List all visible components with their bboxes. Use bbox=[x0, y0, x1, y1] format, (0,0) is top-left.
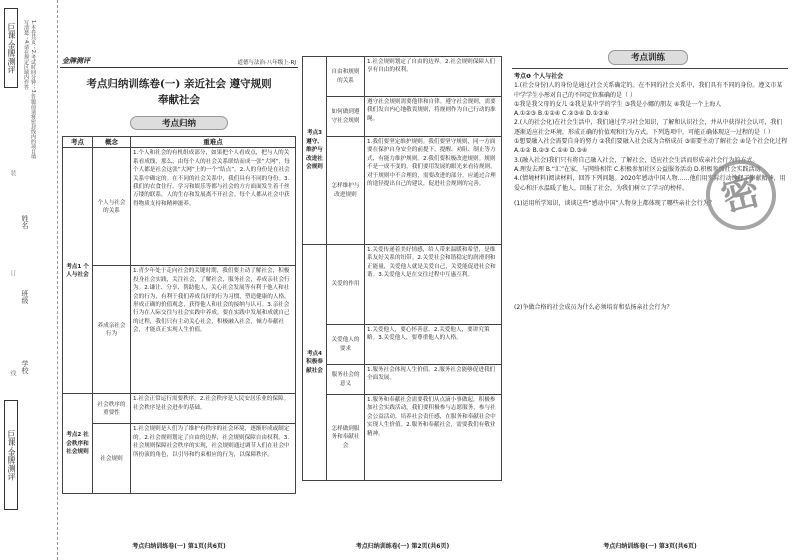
question-4: 4.(情境材料)阅读材料，回答下列问题。2020年感动中国人物……他们用实际行动诠释了奉献精神，用爱心和汗水温暖了他人，回报了社会，为我们树立了学习的榜样。 bbox=[514, 175, 786, 192]
concept-cell: 社会规则 bbox=[93, 424, 131, 494]
table-row bbox=[303, 365, 502, 395]
table-row bbox=[303, 137, 502, 245]
seal-word-3: 线 bbox=[9, 370, 16, 376]
concept-cell: 怎样做到服务和奉献社会 bbox=[327, 395, 365, 481]
content-cell: 1.关爱传递着美好情感，给人带来温暖和希望，是维系友好关系的纽带。2.关爱社会和谐稳定的润滑剂和正能量，关爱他人就是关爱自己，关爱能促进社会和谐。3.关爱他人是在交往过程中互惠互利。 bbox=[365, 245, 502, 325]
page-3 bbox=[508, 0, 792, 560]
question-1-options: ①我是我父母的女儿 ②我是某中学的学生 ③我是小娜的朋友 ④我是一个上海人 bbox=[514, 100, 722, 108]
class-field-label: 班级 bbox=[21, 290, 29, 304]
col-header: 概念 bbox=[93, 137, 131, 148]
content-cell: 1.我们要坚定维护规则。我们要坚守规则，同一方面要在保护自身安全的前提下，提醒、劝阻、制止等方式，有能力维护规则。2.我们要积极改进规则。规则不是一成不变的，我们要用发展的眼光来看待规则，对于规则中不合理的，需要改进的部分，应通过合理的途径提出自己的建议，促进社会规则的完善。 bbox=[365, 137, 502, 245]
table-row bbox=[63, 424, 296, 494]
brand-logo: 金牌测评 bbox=[62, 57, 90, 65]
strip-notes: 1.本卷共页；2.考试时间分钟；3.答题前请将密封线内的项目填写清楚；4.请在规定区域内作答 bbox=[23, 20, 36, 160]
name-field-label: 姓名 bbox=[21, 215, 29, 229]
confidential-stamp: 密 bbox=[698, 152, 784, 238]
content-cell: 1.社会规则划定了自由的边界。2.社会规则保障人们享有自由的权利。 bbox=[365, 57, 502, 97]
page-title bbox=[60, 76, 298, 108]
question-1: 1.(社会身份)人的身份是通过社会关系确定的。在不同的社会关系中，我们具有不同的身份。遵义市某中学学生小彤对自己的不同定位准确的是（ ） bbox=[514, 82, 783, 99]
concept-cell: 服务社会的意义 bbox=[327, 365, 365, 395]
col-header: 重难点 bbox=[131, 137, 296, 148]
concept-cell: 养成亲社会行为 bbox=[93, 266, 131, 394]
page-footer: 考点归纳训练卷(一) 第1页(共6页) bbox=[132, 543, 226, 550]
knowledge-table-1 bbox=[62, 136, 296, 494]
table-row bbox=[63, 394, 296, 424]
table-row bbox=[63, 148, 296, 266]
table-row bbox=[303, 395, 502, 481]
table-row bbox=[303, 57, 502, 97]
table-row bbox=[303, 245, 502, 325]
concept-cell: 关爱他人的要求 bbox=[327, 325, 365, 365]
col-header: 考点 bbox=[63, 137, 93, 148]
table-header-row bbox=[63, 137, 296, 148]
question-4-part-1: (1)运用所学知识，谈谈这些“感动中国”人物身上都体现了哪些亲社会行为？ bbox=[514, 199, 715, 207]
concept-cell: 如何做到遵守社会规则 bbox=[327, 97, 365, 137]
content-cell: 1.关爱他人，要心怀善意。2.关爱他人，要讲究策略。3.关爱他人，要尊重他人的人格。 bbox=[365, 325, 502, 365]
section-banner: 考点训练 bbox=[608, 50, 688, 65]
question-3: 3.(融入社会)我们只有将自己融入社会，了解社会，适应社会生活而形成亲社会行为的方式。 bbox=[514, 156, 759, 164]
grade-label: 道德与法治·八年级上·RJ bbox=[237, 60, 296, 66]
concept-cell: 怎样维护与改进规则 bbox=[327, 137, 365, 245]
kp-label: 考点2 社会秩序和社会规则 bbox=[63, 394, 93, 494]
kp-label-cell bbox=[303, 245, 327, 481]
kp-label: 考点3 遵守、维护与改进社会规则 bbox=[306, 130, 323, 171]
content-cell: 1.个人和社会的有机组成部分，如果把个人看成点，把与人的关系看成线，那么，由每个人的社会关系联结而成一张“大网”，每个人都是社会这张“大网”上的一个“结点”。2.人的身份是在社会关系中确定的。在不同的社会关系中，我们具有不同的身份。3.我们的衣食住行、学习和娱乐等都与社会的方方面面发生着千丝万缕的联系，人的生存和发展离不开社会。每个人都从社会中获得物质支持和精神滋养。 bbox=[131, 148, 296, 266]
title-line-2: 奉献社会 bbox=[158, 94, 200, 106]
section-banner: 考点归纳 bbox=[130, 116, 228, 130]
knowledge-table-2 bbox=[302, 56, 502, 481]
seal-word-1: 装 bbox=[9, 170, 16, 176]
question-2: 2.(人的社会化)在社会生活中，我们通过学习社会知识，了解和认识社会，并从中获得社会认可，我们逐渐适应社会环境，形成正确的价值观和行为方式。下列选项中，可能正确体现这一过程的是（ ） bbox=[514, 119, 783, 136]
strip-brand-bottom: 巨课·金牌测评 bbox=[4, 400, 18, 510]
table-row bbox=[303, 325, 502, 365]
page-header bbox=[60, 56, 298, 68]
kp-label-cell bbox=[303, 57, 327, 245]
question-1-choices: A.①②③ B.①②④ C.②③④ D.①③④ bbox=[514, 110, 609, 118]
strip-brand-top: 巨课·金牌测评 bbox=[4, 8, 18, 88]
content-cell: 1.社会规则是人们为了维护有秩序的社会环境，逐渐形成或制定的。2.社会规则划定了自由的边界，社会规则保障自由权利。3.社会规则保障社会秩序的实现，社会规则通过调节人们在社会中所扮演的角色，以引导和约束相应的行为，以保障秩序。 bbox=[131, 424, 296, 494]
concept-cell: 社会秩序的重要性 bbox=[93, 394, 131, 424]
page-footer: 考点归纳训练卷(一) 第3页(共6页) bbox=[603, 543, 697, 550]
title-line-1: 考点归纳训练卷(一) 亲近社会 遵守规则 bbox=[86, 78, 272, 90]
question-3-options: A.理发去理 B.“汇”在家，与网络相伴 C.积极参加社区公益服务活动 D.积极参加社会实践活动 bbox=[514, 165, 761, 173]
table-row bbox=[303, 97, 502, 137]
seal-word-2: 订 bbox=[9, 270, 16, 276]
content-cell: 1.服务社会体现人生价值。2.服务社会能够促进我们全面发展。 bbox=[365, 365, 502, 395]
divider bbox=[512, 68, 788, 69]
concept-cell: 自由和规则的关系 bbox=[327, 57, 365, 97]
content-cell: 遵守社会规则需要他律和自律。遵守社会规则，需要我们发自内心地敬畏规则，将规则作为自己行动的准绳。 bbox=[365, 97, 502, 137]
kp-label: 考点4 积极奉献社会 bbox=[306, 350, 323, 374]
content-cell: 1.社会正常运行需要秩序。2.社会秩序是人民安居乐业的保障。社会秩序是社会进步的基础。 bbox=[131, 394, 296, 424]
page-1 bbox=[60, 0, 298, 560]
page-2 bbox=[300, 0, 505, 560]
content-cell: 1.服务和奉献社会需要我们从点滴小事做起，积极参加社会实践活动，我们要积极参与志愿服务，参与社会公益活动，培养社会责任感，在服务和奉献社会中实现人生价值。2.服务和奉献社会，需要我们有敬业精神。 bbox=[365, 395, 502, 481]
question-4-part-2: (2)争做合格的社会成员为什么必须培育和弘扬亲社会行为？ bbox=[514, 304, 673, 312]
kp-label: 考点1 个人与社会 bbox=[63, 148, 93, 394]
concept-cell: 个人与社会的关系 bbox=[93, 148, 131, 266]
question-2-choices: A.①② B.②③ C.①④ D.③④ bbox=[514, 147, 588, 155]
kp-title: 考点❶ 个人与社会 bbox=[514, 73, 564, 80]
table-row bbox=[63, 266, 296, 394]
page-footer: 考点归纳训练卷(一) 第2页(共6页) bbox=[355, 543, 450, 550]
concept-cell: 关爱的作用 bbox=[327, 245, 365, 325]
binding-strip bbox=[0, 0, 58, 560]
content-cell: 1.青少年处于走向社会的关键时期，我们要主动了解社会，积极投身社会实践，关注社会，了解社会，服务社会，养成亲社会行为。2.谦让、分享、帮助他人，关心社会发展等有利于他人和社会的行为，有利于我们养成良好的行为习惯，塑造健康的人格，形成正确的价值观念，获得他人和社会的接纳与认可。3.亲社会行为在人际交往与社会实践中养成。要在实践中发展和成就自己的过程，我们只有主动关心社会，积极融入社会，倾力奉献社会，才能真正实现人生价值。 bbox=[131, 266, 296, 394]
school-field-label: 学校 bbox=[21, 360, 29, 374]
question-2-options: ①想要融入社会需要自身的努力 ②我们要融入社会成为合格成员 ③需要主动了解社会 ④是个社会化过程 bbox=[514, 138, 788, 146]
